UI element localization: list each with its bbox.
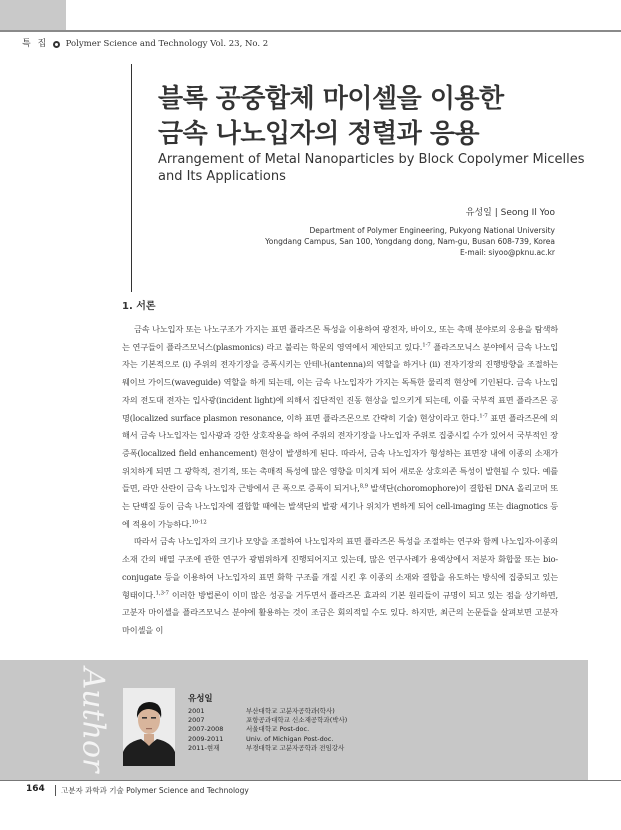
title-side-rule — [131, 64, 132, 292]
citation: 8,9 — [359, 483, 368, 490]
affiliation-line1: Department of Polymer Engineering, Pukyong National University — [309, 226, 555, 235]
bio-entry: 2011-현재 부경대학교 고분자공학과 전임강사 — [188, 743, 345, 752]
english-title-line2: and Its Applications — [158, 168, 286, 184]
footer-rule — [0, 780, 621, 781]
citation: 1,3-7 — [155, 589, 169, 596]
journal-issue: Polymer Science and Technology Vol. 23, No. 2 — [65, 39, 269, 49]
english-title-line1: Arrangement of Metal Nanoparticles by Block Copolymer Micelles — [158, 152, 585, 167]
author-label: Author — [75, 667, 111, 773]
affiliation-line2: Yongdang Campus, San 100, Yongdang dong, Nam-gu, Busan 608-739, Korea — [265, 237, 555, 246]
top-rule — [0, 30, 621, 32]
top-gray-tab — [0, 0, 66, 30]
citation: 1-7 — [479, 412, 488, 419]
section-heading: 1. 서론 — [122, 301, 156, 312]
bio-entry: 2007-2008 서울대학교 Post-doc. — [188, 725, 310, 734]
author-portrait-icon — [123, 688, 175, 766]
korean-title-line1: 블록 공중합체 마이셀을 이용한 — [158, 84, 504, 114]
running-header — [22, 36, 268, 49]
citation: 1-7 — [422, 341, 431, 348]
bio-entry: 2001 부산대학교 고분자공학과(학사) — [188, 707, 335, 715]
page-number: 164 — [26, 784, 45, 794]
author-email[interactable]: E-mail: siyoo@pknu.ac.kr — [459, 248, 555, 257]
korean-title-line2: 금속 나노입자의 정렬과 응용 — [158, 119, 480, 149]
body-text — [122, 321, 558, 640]
citation: 10-12 — [191, 519, 207, 525]
paragraph: 따라서 금속 나노입자의 크기나 모양을 조절하여 나노입자의 표면 플라즈몬 특성을 조절하는 연구와 함께 나노입자-이종의 소재 간의 배열 구조에 관한 연구가 광범위하게 진행되어지고 있는데, 많은 연구사례가 용액상에서 저분자 화합물 또는 bio-conjugate 등을 이용하여 나노입자의 표면 화학 구조를 개질 시킨 후 이종의 소재와 결합을 유도하는 방식에 집중되고 있는 형태이다.$^{1,3-7}$ 이러한 방법론이 이미 많은 성공을 거두면서 플라즈몬 효과의 기본 원리들이 규명이 되고 있는 점을 상기하면, 고분자 마이셀을 플라즈모닉스 분야에 활용하는 것이 조금은 회의적일 수도 있다. 하지만, 최근의 논문들을 살펴보면 고분자 마이셀을 이 — [122, 536, 558, 635]
bio-name: 유성일 — [188, 694, 213, 704]
bio-list — [188, 707, 347, 753]
bio-entry: 2007 포항공과대학교 신소재공학과(박사) — [188, 716, 348, 725]
author-photo — [123, 688, 175, 766]
section-label: 특 집 — [22, 39, 49, 49]
bullet-icon — [53, 41, 60, 48]
bio-entry: 2009-2011 Univ. of Michigan Post-doc. — [188, 734, 334, 743]
footer-journal: 고분자 과학과 기술 Polymer Science and Technology — [61, 786, 249, 795]
english-title — [158, 152, 598, 185]
footer-divider — [55, 785, 56, 796]
affiliation — [265, 225, 555, 258]
author-name: 유성일 | Seong Il Yoo — [465, 208, 555, 218]
paragraph: 금속 나노입자 또는 나노구조가 가지는 표면 플라즈몬 특성을 이용하여 광전자, 바이오, 또는 촉매 분야로의 응용을 탐색하는 연구들이 플라즈모닉스(plasmonics) 라고 불리는 학문의 영역에서 제안되고 있다.$^{1-7}$ 플라즈모닉스 분야에서 금속 나노입자는 기본적으로 (i) 주위의 전자기장을 증폭시키는 안테나(antenna)의 역할을 하거나 (ii) 전자기장의 진행방향을 조절하는 웨이브 가이드(waveguide) 역할을 하게 되는데, 이는 금속 나노입자가 가지는 독특한 물리적 현상에 기인된다. 금속 나노입자의 전도대 전자는 입사광(incident light)에 의해서 집단적인 진동 현상을 일으키게 되는데, 이를 국부적 표면 플라즈몬 공명(localized surface plasmon resonance, 이하 표면 플라즈몬으로 간략히 기술) 현상이라고 한다.$^{1-7}$ 표면 플라즈몬에 의해서 금속 나노입자는 입사광과 강한 상호작용을 하여 주위의 전자기장을 나노입자 주위로 집중시킬 수가 있어서 국부적인 장 증폭(localized field enhancement) 현상이 발생하게 된다. 따라서, 금속 나노입자가 형성하는 표면장 내에 이종의 소재가 위치하게 되면 그 광학적, 전기적, 또는 촉매적 특성에 많은 영향을 미치게 되어 새로운 상호의존 특성이 발현될 수 있다. 예를 들면, 라만 산란이 금속 나노입자 근방에서 큰 폭으로 증폭이 되거나,$^{8,9}$ 발색단(choromophore)이 결합된 DNA 올리고머 또는 단백질 등이 금속 나노입자에 결합할 때에는 발색단의 발광 세기나 위치가 변하게 되어 cell-imaging 또는 diagnotics 등에 적용이 가능하다.$^{10-12}$ — [122, 324, 558, 529]
korean-title — [158, 82, 598, 152]
